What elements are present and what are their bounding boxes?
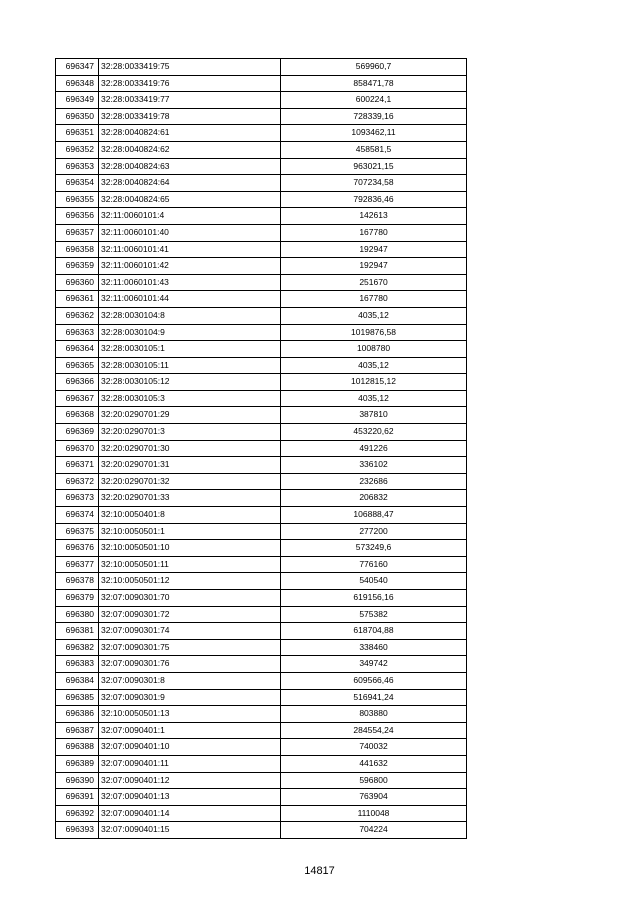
cadastral-number-cell: 32:07:0090301:72 <box>99 606 281 623</box>
value-cell: 1012815,12 <box>281 374 467 391</box>
row-id-cell: 696365 <box>56 357 99 374</box>
table-row <box>56 390 467 407</box>
table-row <box>56 307 467 324</box>
table-row <box>56 656 467 673</box>
table-row <box>56 805 467 822</box>
value-cell: 387810 <box>281 407 467 424</box>
row-id-cell: 696392 <box>56 805 99 822</box>
value-cell: 4035,12 <box>281 390 467 407</box>
table-row <box>56 789 467 806</box>
cadastral-number-cell: 32:07:0090401:1 <box>99 722 281 739</box>
value-cell: 458581,5 <box>281 141 467 158</box>
value-cell: 740032 <box>281 739 467 756</box>
row-id-cell: 696380 <box>56 606 99 623</box>
row-id-cell: 696378 <box>56 573 99 590</box>
cadastral-number-cell: 32:07:0090301:74 <box>99 623 281 640</box>
row-id-cell: 696375 <box>56 523 99 540</box>
value-cell: 453220,62 <box>281 424 467 441</box>
value-cell: 596800 <box>281 772 467 789</box>
row-id-cell: 696370 <box>56 440 99 457</box>
row-id-cell: 696356 <box>56 208 99 225</box>
value-cell: 106888,47 <box>281 507 467 524</box>
cadastral-number-cell: 32:28:0033419:77 <box>99 92 281 109</box>
value-cell: 618704,88 <box>281 623 467 640</box>
value-cell: 232686 <box>281 473 467 490</box>
cadastral-number-cell: 32:10:0050501:13 <box>99 706 281 723</box>
value-cell: 1110048 <box>281 805 467 822</box>
row-id-cell: 696388 <box>56 739 99 756</box>
cadastral-number-cell: 32:07:0090301:8 <box>99 672 281 689</box>
table-row <box>56 739 467 756</box>
value-cell: 251670 <box>281 274 467 291</box>
row-id-cell: 696385 <box>56 689 99 706</box>
value-cell: 142613 <box>281 208 467 225</box>
row-id-cell: 696386 <box>56 706 99 723</box>
row-id-cell: 696391 <box>56 789 99 806</box>
table-row <box>56 208 467 225</box>
table-row <box>56 158 467 175</box>
cadastral-number-cell: 32:20:0290701:33 <box>99 490 281 507</box>
value-cell: 575382 <box>281 606 467 623</box>
value-cell: 4035,12 <box>281 357 467 374</box>
cadastral-number-cell: 32:28:0033419:75 <box>99 59 281 76</box>
row-id-cell: 696390 <box>56 772 99 789</box>
row-id-cell: 696374 <box>56 507 99 524</box>
table-row <box>56 590 467 607</box>
cadastral-number-cell: 32:20:0290701:30 <box>99 440 281 457</box>
cadastral-number-cell: 32:07:0090301:75 <box>99 639 281 656</box>
value-cell: 1019876,58 <box>281 324 467 341</box>
value-cell: 206832 <box>281 490 467 507</box>
table-row <box>56 341 467 358</box>
value-cell: 277200 <box>281 523 467 540</box>
value-cell: 600224,1 <box>281 92 467 109</box>
row-id-cell: 696381 <box>56 623 99 640</box>
table-row <box>56 258 467 275</box>
cadastral-number-cell: 32:20:0290701:3 <box>99 424 281 441</box>
value-cell: 1008780 <box>281 341 467 358</box>
cadastral-number-cell: 32:28:0030105:11 <box>99 357 281 374</box>
table-row <box>56 75 467 92</box>
table-row <box>56 540 467 557</box>
row-id-cell: 696368 <box>56 407 99 424</box>
row-id-cell: 696354 <box>56 175 99 192</box>
row-id-cell: 696355 <box>56 191 99 208</box>
value-cell: 167780 <box>281 224 467 241</box>
value-cell: 728339,16 <box>281 108 467 125</box>
cadastral-number-cell: 32:11:0060101:4 <box>99 208 281 225</box>
table-row <box>56 141 467 158</box>
value-cell: 963021,15 <box>281 158 467 175</box>
cadastral-number-cell: 32:07:0090301:70 <box>99 590 281 607</box>
table-row <box>56 457 467 474</box>
table-row <box>56 755 467 772</box>
table-row <box>56 291 467 308</box>
value-cell: 803880 <box>281 706 467 723</box>
table-row <box>56 92 467 109</box>
value-cell: 491226 <box>281 440 467 457</box>
table-body <box>56 59 467 839</box>
cadastral-number-cell: 32:28:0040824:62 <box>99 141 281 158</box>
value-cell: 336102 <box>281 457 467 474</box>
table-row <box>56 224 467 241</box>
value-cell: 4035,12 <box>281 307 467 324</box>
row-id-cell: 696384 <box>56 672 99 689</box>
value-cell: 167780 <box>281 291 467 308</box>
value-cell: 776160 <box>281 556 467 573</box>
cadastral-number-cell: 32:11:0060101:42 <box>99 258 281 275</box>
cadastral-number-cell: 32:07:0090401:12 <box>99 772 281 789</box>
table-row <box>56 490 467 507</box>
table-row <box>56 407 467 424</box>
cadastral-number-cell: 32:11:0060101:40 <box>99 224 281 241</box>
row-id-cell: 696360 <box>56 274 99 291</box>
table-row <box>56 772 467 789</box>
cadastral-number-cell: 32:28:0033419:76 <box>99 75 281 92</box>
table-row <box>56 125 467 142</box>
cadastral-number-cell: 32:28:0040824:64 <box>99 175 281 192</box>
value-cell: 441632 <box>281 755 467 772</box>
table-row <box>56 573 467 590</box>
cadastral-number-cell: 32:28:0030104:8 <box>99 307 281 324</box>
table-row <box>56 473 467 490</box>
value-cell: 573249,6 <box>281 540 467 557</box>
cadastral-number-cell: 32:07:0090401:10 <box>99 739 281 756</box>
table-row <box>56 357 467 374</box>
cadastral-number-cell: 32:10:0050501:1 <box>99 523 281 540</box>
row-id-cell: 696367 <box>56 390 99 407</box>
cadastral-number-cell: 32:28:0040824:63 <box>99 158 281 175</box>
cadastral-number-cell: 32:10:0050501:12 <box>99 573 281 590</box>
value-cell: 192947 <box>281 241 467 258</box>
value-cell: 284554,24 <box>281 722 467 739</box>
table-row <box>56 374 467 391</box>
value-cell: 192947 <box>281 258 467 275</box>
table-row <box>56 672 467 689</box>
table-row <box>56 108 467 125</box>
row-id-cell: 696364 <box>56 341 99 358</box>
table-row <box>56 822 467 839</box>
cadastral-number-cell: 32:11:0060101:41 <box>99 241 281 258</box>
table-row <box>56 440 467 457</box>
cadastral-number-cell: 32:07:0090401:13 <box>99 789 281 806</box>
cadastral-number-cell: 32:07:0090301:9 <box>99 689 281 706</box>
row-id-cell: 696393 <box>56 822 99 839</box>
table-row <box>56 241 467 258</box>
value-cell: 1093462,11 <box>281 125 467 142</box>
table-row <box>56 722 467 739</box>
cadastral-number-cell: 32:28:0040824:65 <box>99 191 281 208</box>
cadastral-number-cell: 32:07:0090401:15 <box>99 822 281 839</box>
row-id-cell: 696389 <box>56 755 99 772</box>
cadastral-number-cell: 32:10:0050401:8 <box>99 507 281 524</box>
row-id-cell: 696376 <box>56 540 99 557</box>
table-row <box>56 639 467 656</box>
row-id-cell: 696350 <box>56 108 99 125</box>
table-row <box>56 191 467 208</box>
value-cell: 707234,58 <box>281 175 467 192</box>
value-cell: 763904 <box>281 789 467 806</box>
cadastral-number-cell: 32:11:0060101:44 <box>99 291 281 308</box>
cadastral-number-cell: 32:20:0290701:29 <box>99 407 281 424</box>
row-id-cell: 696362 <box>56 307 99 324</box>
row-id-cell: 696361 <box>56 291 99 308</box>
table-row <box>56 706 467 723</box>
row-id-cell: 696347 <box>56 59 99 76</box>
value-cell: 569960,7 <box>281 59 467 76</box>
cadastral-number-cell: 32:10:0050501:10 <box>99 540 281 557</box>
row-id-cell: 696382 <box>56 639 99 656</box>
cadastral-number-cell: 32:10:0050501:11 <box>99 556 281 573</box>
table-row <box>56 623 467 640</box>
value-cell: 609566,46 <box>281 672 467 689</box>
row-id-cell: 696373 <box>56 490 99 507</box>
row-id-cell: 696352 <box>56 141 99 158</box>
table-row <box>56 523 467 540</box>
row-id-cell: 696357 <box>56 224 99 241</box>
table-row <box>56 324 467 341</box>
value-cell: 858471,78 <box>281 75 467 92</box>
cadastral-number-cell: 32:07:0090401:14 <box>99 805 281 822</box>
table-row <box>56 507 467 524</box>
value-cell: 516941,24 <box>281 689 467 706</box>
value-cell: 619156,16 <box>281 590 467 607</box>
row-id-cell: 696387 <box>56 722 99 739</box>
row-id-cell: 696351 <box>56 125 99 142</box>
value-cell: 704224 <box>281 822 467 839</box>
row-id-cell: 696377 <box>56 556 99 573</box>
table-row <box>56 689 467 706</box>
cadastral-number-cell: 32:07:0090301:76 <box>99 656 281 673</box>
value-cell: 338460 <box>281 639 467 656</box>
cadastral-number-cell: 32:20:0290701:31 <box>99 457 281 474</box>
cadastral-number-cell: 32:20:0290701:32 <box>99 473 281 490</box>
table-row <box>56 175 467 192</box>
row-id-cell: 696363 <box>56 324 99 341</box>
cadastral-number-cell: 32:28:0040824:61 <box>99 125 281 142</box>
cadastral-number-cell: 32:07:0090401:11 <box>99 755 281 772</box>
cadastral-number-cell: 32:28:0033419:78 <box>99 108 281 125</box>
value-cell: 540540 <box>281 573 467 590</box>
row-id-cell: 696379 <box>56 590 99 607</box>
data-table <box>55 58 467 839</box>
row-id-cell: 696369 <box>56 424 99 441</box>
cadastral-number-cell: 32:28:0030105:3 <box>99 390 281 407</box>
cadastral-number-cell: 32:28:0030104:9 <box>99 324 281 341</box>
cadastral-number-cell: 32:28:0030105:12 <box>99 374 281 391</box>
value-cell: 792836,46 <box>281 191 467 208</box>
row-id-cell: 696383 <box>56 656 99 673</box>
row-id-cell: 696371 <box>56 457 99 474</box>
table-row <box>56 606 467 623</box>
row-id-cell: 696372 <box>56 473 99 490</box>
table-row <box>56 59 467 76</box>
page-number: 14817 <box>304 865 335 877</box>
row-id-cell: 696348 <box>56 75 99 92</box>
row-id-cell: 696353 <box>56 158 99 175</box>
value-cell: 349742 <box>281 656 467 673</box>
table-row <box>56 274 467 291</box>
cadastral-number-cell: 32:28:0030105:1 <box>99 341 281 358</box>
row-id-cell: 696366 <box>56 374 99 391</box>
row-id-cell: 696359 <box>56 258 99 275</box>
cadastral-number-cell: 32:11:0060101:43 <box>99 274 281 291</box>
row-id-cell: 696358 <box>56 241 99 258</box>
row-id-cell: 696349 <box>56 92 99 109</box>
table-row <box>56 556 467 573</box>
table-row <box>56 424 467 441</box>
